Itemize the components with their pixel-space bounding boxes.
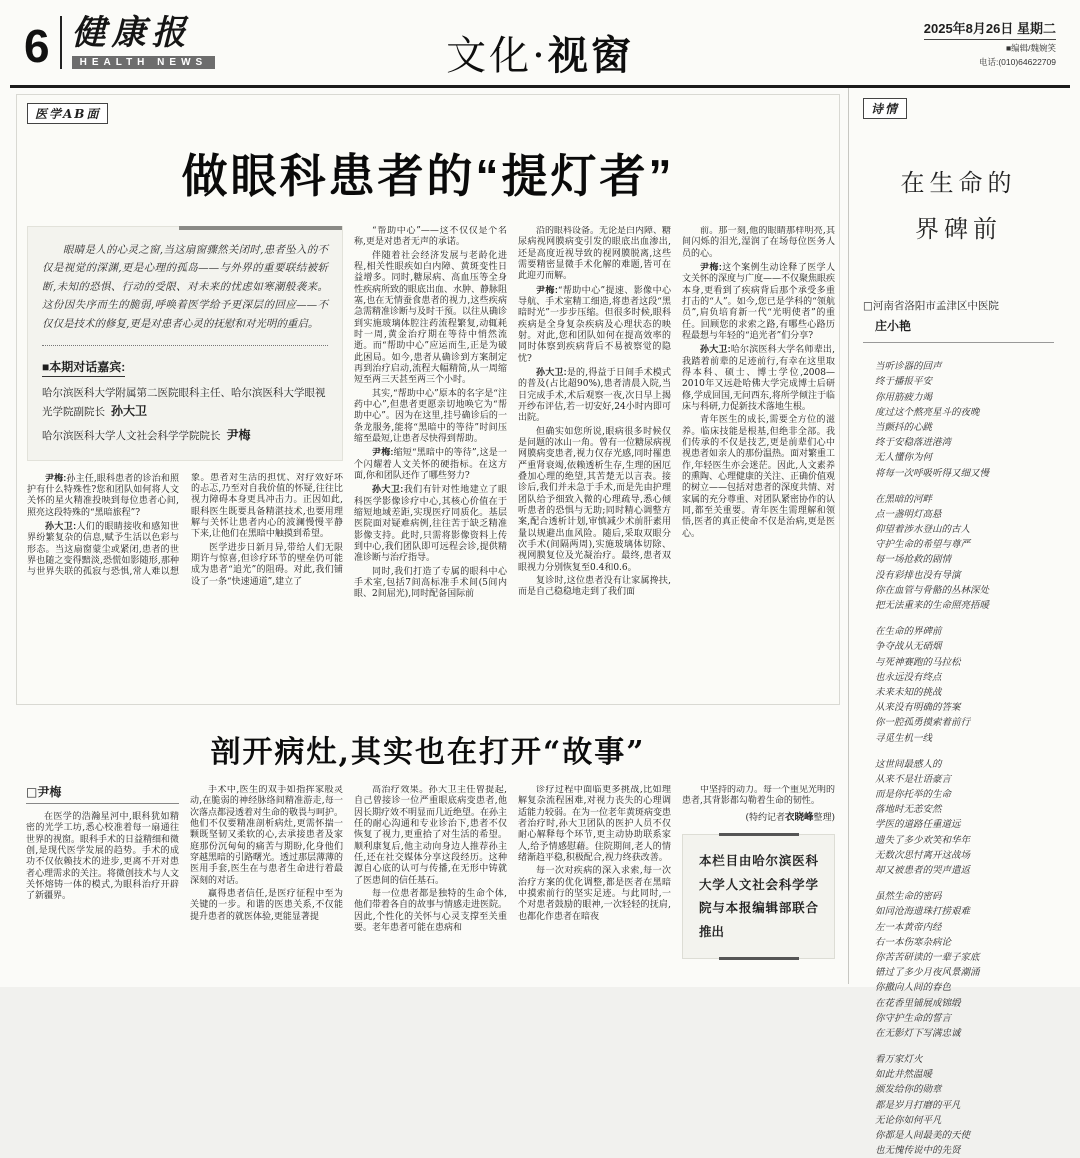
article2-headline: 剖开病灶,其实也在打开“故事” — [210, 735, 646, 770]
guest-role: 哈尔滨医科大学附属第二医院眼科主任、哈尔滨医科大学眼视光学院副院长 — [42, 386, 326, 419]
poem-stanza: 这世间最感人的 从来不是壮语豪言 而是你托举的生命 落地时无恙安然 学医的道路任重道远 遗失了多少欢笑和华年 无数次思忖离开这战场 却又被患者的哭声遣返 — [875, 758, 971, 876]
poetry-sidebar — [848, 88, 1060, 1157]
guest-item — [42, 426, 328, 446]
article2-column-5 — [682, 785, 835, 965]
main-column — [10, 88, 848, 984]
article2-column-1 — [26, 785, 179, 965]
column-notice-box — [682, 834, 835, 959]
poem-stanza: 看万家灯火 如此井然温暖 颁发给你的勋章 都是岁月打磨的平凡 无论你如何平凡 你都是人间最美的天使 也无愧传说中的先贤 — [875, 1054, 971, 1157]
masthead-title: 健康报 — [71, 13, 192, 53]
poem-title-line2: 界碑前 — [915, 215, 1002, 243]
article1-dialogue-columns: 尹梅:孙主任,眼科患者的诊治和照护有什么特殊性?您和团队如何将人文关怀的星火精准投映到每位患者心间,照亮这段特殊的“黑暗旅程”? 孙大卫:人们的眼睛接收和感知世界纷繁复杂的信息,赋予生活以色彩与形态。当这扇窗蒙尘或紧闭,患者的世界也随之变得黯淡,恐慌如影随形,那种与世界失联的孤寂与恐惧,常人难以想象。患者对生活的担忧、对疗效好坏的忐忑,乃至对自我价值的怀疑,往往比视力障碍本身更具冲击力。正因如此,眼科医生既要具备精湛技术,也要用理解与关怀让患者内心的波澜慢慢平静下来,让他们在黑暗中触摸到希望。 医学进步日新月异,带给人们无限期许与惊喜,但诊疗环节的壁垒仍可能成为患者“追光”的阻碍。对此,我们铺设了一条“快速通道”,建立了 — [27, 472, 343, 587]
phone-line: 电话:(010)64622709 — [978, 56, 1056, 67]
poem-author: 庄小艳 — [875, 319, 912, 334]
poem-stanza: 当听诊器的回声 终于播报平安 你用筋疲力竭 度过这个熬亮星斗的夜晚 当颤抖的心跳 终于安稳落进港湾 无人懂你为何 将每一次呼吸听得又细又慢 — [875, 361, 990, 479]
poem-title — [863, 161, 1054, 252]
article2-column-1-text: 在医学的浩瀚星河中,眼科犹如精密的光学工坊,悉心校准着每一扇通往世界的视窗。眼科手术的日益精细和微创,是现代医学发展的趋势。手术的成功不仅依赖技术的进步,更离不开对患者心理需求的关注。将微创技术与人文关怀熔铸一体的模式,为眼科治疗开辟了新疆界。 — [26, 812, 179, 902]
brand-block — [60, 13, 216, 69]
column-tag-poetry: 诗情 — [863, 98, 907, 119]
article2-byline: □尹梅 — [26, 785, 179, 804]
poem — [863, 359, 1054, 1158]
page-number: 6 — [24, 20, 50, 72]
intro-box — [27, 226, 343, 461]
article2-column-5-text: 中坚持的动力。每一个重见光明的患者,其背影都勾勒着生命的韧性。 — [682, 785, 835, 807]
article1-left-group — [27, 226, 343, 698]
notice-text: 本栏目由哈尔滨医科大学人文社会科学学院与本报编辑部联合推出 — [699, 852, 818, 940]
credit-name: 衣晓峰 — [784, 811, 814, 823]
reporter-credit — [682, 812, 835, 824]
guest-item — [42, 385, 328, 422]
article1-column-3: “帮助中心”——这不仅仅是个名称,更是对患者无声的承诺。 伴随着社会经济发展与老龄化进程,相关性眼疾如白内障、黄斑变性日益增多。同时,糖尿病、高血压等全身性疾病所致的眼底出血、水肿、静脉阻塞,也在无情蚕食患者的视力,这些疾病急需精准诊断与及时干预。以往从确诊到实施玻璃体腔注药流程繁复,动辄耗时一周,黄金治疗期在等待中悄然流逝。而“帮助中心”应运而生,正是为破此困局。如今,患者从确诊到方案制定再到治疗启动,流程大幅精简,从一周缩短至两三天甚至两三个小时。 其实,“帮助中心”原本的名字是“注药中心”,但患者更愿亲切地唤它为“帮助中心”。因为在这里,挂号确诊后的一条龙服务,能将“黑暗中的等待”时间压缩至最短,让患者尽快得到帮助。 尹梅:缩短“黑暗中的等待”,这是一个闪耀着人文关怀的硬指标。在这方面,你和团队还作了哪些努力? 孙大卫:我们有针对性地建立了眼科医学影像诊疗中心,其核心价值在于缩短地域差距,实现医疗同质化。基层医院面对疑难病例,往往苦于缺乏精准影像支持。此时,只需将影像资料上传到中心,我们团队即可远程会诊,提供精准诊断与治疗指导。 同时,我们打造了专属的眼科中心手术室,包括7间高标准手术间(5间内眼、2间屈光),同时配备国际前 — [354, 226, 507, 600]
article1-headline: 做眼科患者的“提灯者” — [181, 150, 675, 202]
poem-attribution: □河南省洛阳市孟津区中医院 — [863, 300, 999, 313]
article-opening-stories — [16, 715, 840, 965]
masthead-subtitle: HEALTH NEWS — [72, 56, 216, 69]
article2-column-4: 诊疗过程中面临更多挑战,比如理解复杂流程困难,对视力丧失的心理调适能力较弱。在为一位老年黄斑病变患者治疗时,孙大卫团队的医护人员不仅耐心解释每个环节,更主动协助联系家人,给予情感慰藉。住院期间,老人的情绪渐趋平稳,积极配合,视力终获改善。 每一次对疾病的深入求索,每一次治疗方案的优化调整,都是医者在黑暗中摸索前行的坚实足迹。与此同时,一个对患者鼓励的眼神,一次轻轻的抚肩,也都化作患者在暗夜 — [518, 785, 671, 922]
section-emph: 视窗 — [547, 32, 634, 79]
poem-stanza: 虽然生命的密码 如同沧海遗珠打捞艰难 左一本黄帝内经 右一本伤寒杂病论 你苦苦研读的一辈子家底 错过了多少月夜风景潮涌 你撒向人间的春色 在花香里铺展成锦缎 你守护生命的誓言 在无影灯下写满忠诚 — [875, 891, 980, 1039]
issue-date: 2025年8月26日 星期二 — [924, 18, 1056, 40]
page-header — [10, 0, 1070, 88]
poem-stanza: 在生命的界碑前 争夺战从无硝烟 与死神赛跑的马拉松 也永远没有终点 未来未知的挑战 从来没有明确的答案 你一腔孤勇摸索着前行 寻觅生机一线 — [875, 626, 971, 744]
poem-attribution-block — [863, 298, 1054, 343]
poem-title-line1: 在生命的 — [900, 170, 1017, 197]
article2-column-3: 高治疗效果。孙大卫主任曾提起,自己曾接诊一位严重眼底病变患者,他因长期疗效不明显而几近绝望。在孙主任的耐心沟通和专业诊治下,患者不仅恢复了视力,更重拾了对生活的希望。顺利康复后,他主动向身边人推荐孙主任,还在社交媒体分享这段经历。这种源自心底的认可与传播,在无形中铸就了医患间的信任基石。 每一位患者都是独特的生命个体,他们带着各自的故事与情感走进医院。因此,个性化的关怀与心灵支撑至关重要。老年患者可能在患病和 — [354, 785, 507, 933]
guest-role: 哈尔滨医科大学人文社会科学学院院长 — [42, 429, 221, 442]
guest-name: 孙大卫 — [111, 404, 148, 419]
article2-column-2: 手术中,医生的双手如指挥家般灵动,在脆弱的神经脉络间精准游走,每一次落点都浸透着对生命的敬畏与呵护。他们不仅要精准剖析病灶,更需怀揣一颗既坚韧又柔软的心,去承接患者及家庭那份沉甸甸的痛苦与期盼,化身他们穿越黑暗的引路曙光。透过那层薄薄的医用手套,医生在与患者生命进行着最深刻的对话。 赢得患者信任,是医疗征程中至为关键的一步。和谐的医患关系,不仅能提升患者的就医体验,更能显著提 — [190, 785, 343, 922]
credit-prefix: (特约记者 — [745, 812, 785, 823]
column-tag-medical-ab: 医学AB面 — [27, 103, 108, 124]
article1-column-4: 沿的眼科设备。无论是白内障、糖尿病视网膜病变引发的眼底出血渗出,还是高度近视导致的视网膜脱离,这些需要精密显微手术化解的难题,皆可在此迎刃而解。 尹梅:“帮助中心”提速、影像中心导航、手术室精工细造,将患者这段“黑暗时光”一步步压缩。但很多时候,眼科疾病是全身复杂疾病及心理状态的映射。对此,您和团队如何在提高效率的同时体察到疾病背后不易被察觉的隐忧? 孙大卫:是的,得益于日间手术模式的普及(占比超90%),患者清晨入院,当日完成手术,术后观察一夜,次日早上揭开纱布评估,若一切安好,24小时内即可出院。 但确实如您所说,眼病很多时候仅是问题的冰山一角。曾有一位糖尿病视网膜病变患者,视力仅存光感,同时罹患严重肾衰竭,依赖透析生存,生理的困厄叠加心理的绝望,其苦楚无以言表。接诊后,我们并未急于手术,而是先由护理团队给予细致入微的心理疏导,悉心倾听患者的恐惧与无助;同时精心调整方案,配合透析计划,审慎减少术前肝素用量以规避出血风险。随后,采取双眼分次手术(间隔两周),实施玻璃体切除、视网膜复位及光凝治疗。最终,患者双眼视力分别恢复至0.4和0.6。 复诊时,这位患者没有让家属搀扶,而是自己稳稳地走到了我们面 — [518, 226, 671, 598]
section-title — [446, 24, 634, 81]
poem-stanza: 在黑暗的河畔 点一盏明灯高悬 仰望着涉水登山的古人 守护生命的希望与尊严 每一场抢救的剧情 没有彩排也没有导演 你在血管与骨骼的丛林深处 把无法重来的生命照亮捂暖 — [875, 493, 990, 611]
intro-text: 眼睛是人的心灵之窗,当这扇窗骤然关闭时,患者坠入的不仅是视觉的深渊,更是心理的孤岛——与外界的重要联结被斩断,未知的恐惧、行动的受限、对未来的忧虑如寒潮般袭来。这份因失序而生的脆弱,呼唤着医学给予更深层的回应——不仅仅是技术的修复,更是对患者心灵的抚慰和对光明的重启。 — [42, 244, 328, 330]
guests-label: ■本期对话嘉宾: — [42, 358, 125, 377]
masthead — [24, 13, 215, 72]
date-block — [924, 18, 1056, 68]
dotted-divider — [42, 345, 328, 346]
editor-line: ■编辑/魏婉笑 — [1006, 42, 1056, 53]
credit-suffix: 整理) — [813, 812, 835, 823]
article1-column-5: 前。那一刻,他的眼睛那样明亮,其间闪烁的泪光,湿润了在场每位医务人员的心。 尹梅:这个案例生动诠释了医学人文关怀的深度与广度——不仅聚焦眼疾本身,更看到了疾病背后那个承受多重打击的“人”。如今,您已是学科的“领航员”,肩负培育新一代“光明使者”的重任。回顾您的求索之路,有哪些心路历程最想与年轻的“追光者”们分享? 孙大卫:哈尔滨医科大学名师辈出,我踏着前辈的足迹前行,有幸在这里取得本科、硕士、博士学位,2008—2010年又远赴哈佛大学完成博士后研修,学成回国,无问西东,将所学倾注于临床与科研,力促新技术落地生根。 青年医生的成长,需要全方位的滋养。临床技能是根基,但绝非全部。我们传承的不仅是技艺,更是前辈们心中视患者如亲人的那份温热。面对繁重工作,年轻医生亦会迷茫。因此,人文素养的熏陶、心理健康的关注、正确价值观的树立——包括对患者的深度共情、对家属的充分尊重、对团队紧密协作的认同,都至关重要。青年医生需理解和领悟,医者的真正使命不仅是治病,更是医心。 — [682, 226, 835, 539]
guest-name: 尹梅 — [226, 427, 251, 442]
section-prefix: 文化· — [446, 33, 548, 79]
article-lantern-bearer — [16, 94, 840, 705]
